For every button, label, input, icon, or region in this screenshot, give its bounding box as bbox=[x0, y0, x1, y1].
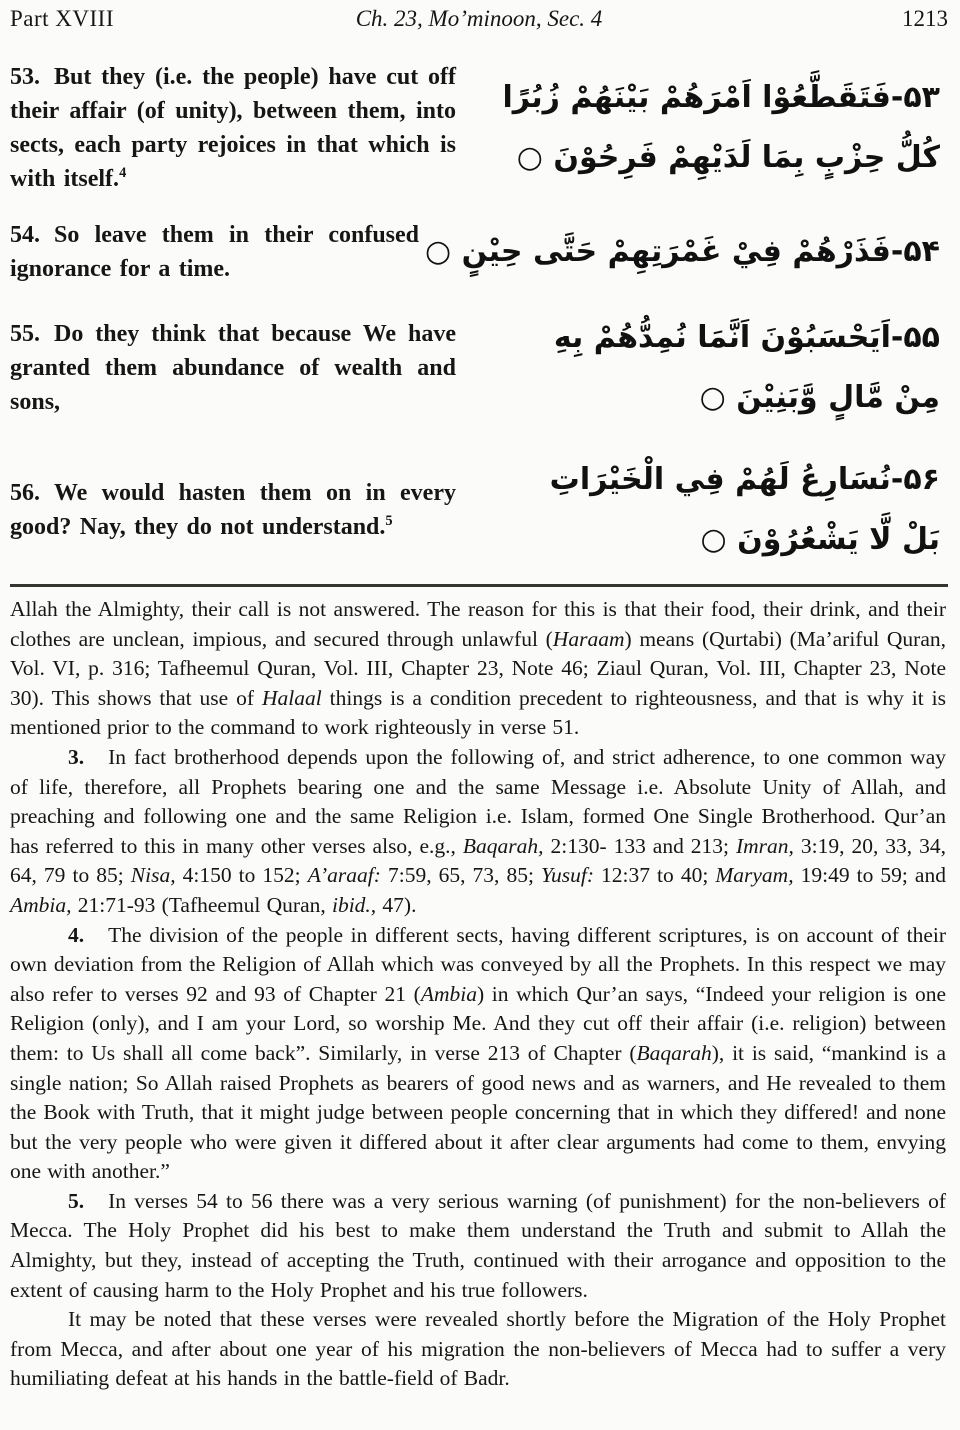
footnote-text: 47). bbox=[376, 892, 417, 917]
footnotes-section bbox=[10, 595, 948, 1394]
footnote-paragraph bbox=[10, 1187, 946, 1305]
verse-number: 55. bbox=[10, 321, 40, 347]
footnote-text-italic: A’araaf: bbox=[307, 863, 381, 888]
verse-text: Do they think that because We have granted them abundance of wealth and sons, bbox=[10, 321, 456, 415]
verse-translation bbox=[10, 476, 456, 544]
footnote-text-italic: Imran, bbox=[736, 833, 794, 858]
footnote-text: 19:49 to 59; and bbox=[793, 863, 946, 888]
verse-text: But they (i.e. the people) have cut off their affair (of unity), between them, into sects, each party rejoices in that which is with itself. bbox=[10, 64, 456, 192]
verse-arabic bbox=[456, 68, 948, 188]
footnote-reference: 4 bbox=[119, 165, 127, 181]
footnote-text: ) means (Qurtabi) (Ma’ariful Quran, Vol. VI, p. 316; Tafheemul Quran, Vol. III, Chapter 23, Note 46; Ziaul Quran, Vol. III, Chapter 23, Note 30). This shows that use of bbox=[10, 626, 946, 710]
chapter-title: Ch. 23, Mo’minoon, Sec. 4 bbox=[355, 6, 603, 31]
footnote-text: 7:59, 65, 73, 85; bbox=[380, 863, 541, 888]
footnote-text: In verses 54 to 56 there was a very serious warning (of punishment) for the non-believers of Mecca. The Holy Prophet did his best to make them understand the Truth and submit to Allah the Almighty, but they, instead of accepting the Truth, continued with their arrogance and opposition to the extent of causing harm to the Holy Prophet and his true followers. bbox=[10, 1188, 946, 1302]
arabic-line: ۵۳-فَتَقَطَّعُوْا اَمْرَهُمْ بَيْنَهُمْ زُبُرًا bbox=[502, 80, 940, 115]
footnote-text-italic: Nisa, bbox=[130, 863, 176, 888]
verse-number: 56. bbox=[10, 480, 40, 506]
footnote-text: The division of the people in different sects, having different scriptures, is on account of their own deviation from the Religion of Allah which was conveyed by all the Prophets. In this respect we may also refer to verses 92 and 93 of Chapter 21 ( bbox=[10, 922, 946, 1006]
footnote-text: 2:130- 133 and 213; bbox=[543, 833, 736, 858]
arabic-line: ۵۶-نُسَارِعُ لَهُمْ فِي الْخَيْرَاتِ bbox=[549, 462, 940, 497]
verse-row bbox=[10, 450, 948, 570]
footnote-paragraph bbox=[10, 595, 946, 743]
footnote-text: ) in which Qur’an says, “Indeed your religion is one Religion (only), and I am your Lord, so worship Me. And they cut off their affair (i.e. religion) between them: to Us shall all come back”. Similarly, in verse 213 of Chapter ( bbox=[10, 981, 947, 1065]
footnote-text: Allah the Almighty, their call is not answered. The reason for this is that their food, their drink, and their clothes are unclean, impious, and secured through unlawful ( bbox=[10, 597, 946, 651]
footnote-text: 3:19, 20, 33, 34, 64, 79 to 85; bbox=[10, 833, 947, 888]
footnote-text: 4:150 to 152; bbox=[175, 863, 308, 888]
verse-arabic bbox=[456, 450, 948, 570]
footnote-text-italic: Yusuf: bbox=[541, 863, 594, 888]
verse-row bbox=[10, 218, 948, 286]
arabic-line: ۵۴-فَذَرْهُمْ فِيْ غَمْرَتِهِمْ حَتَّى حِيْنٍ ○ bbox=[425, 234, 940, 269]
footnote-number: 4. bbox=[68, 922, 85, 947]
footnote-text: 12:37 to 40; bbox=[593, 863, 716, 888]
part-label: Part XVIII bbox=[10, 6, 114, 31]
verse-number: 54. bbox=[10, 222, 40, 248]
verse-arabic bbox=[456, 308, 948, 428]
footnote-text-italic: Halaal bbox=[261, 685, 322, 710]
verse-text: So leave them in their confused ignorance for a time. bbox=[10, 222, 420, 282]
arabic-line: بَلْ لَّا يَشْعُرُوْنَ ○ bbox=[700, 522, 940, 557]
arabic-line: مِنْ مَّالٍ وَّبَنِيْنَ ○ bbox=[699, 380, 940, 415]
footnote-text-italic: ibid., bbox=[331, 892, 377, 917]
verse-text: We would hasten them on in every good? Nay, they do not understand. bbox=[10, 480, 456, 540]
footnote-text-italic: Haraam bbox=[552, 626, 625, 651]
footnote-number: 3. bbox=[68, 744, 85, 769]
footnote-reference: 5 bbox=[385, 513, 393, 529]
verse-translation bbox=[10, 218, 419, 286]
footnote-paragraph bbox=[10, 1305, 946, 1394]
footnote-text-italic: Ambia bbox=[420, 981, 477, 1006]
footnote-paragraph bbox=[10, 743, 946, 921]
verse-arabic bbox=[419, 222, 948, 282]
footnote-text-italic: Baqarah, bbox=[462, 833, 544, 858]
verses-section bbox=[10, 60, 948, 570]
running-head bbox=[10, 4, 948, 32]
verse-row bbox=[10, 60, 948, 196]
arabic-line: ۵۵-اَيَحْسَبُوْنَ اَنَّمَا نُمِدُّهُمْ بِهِ bbox=[553, 320, 940, 355]
footnote-paragraph bbox=[10, 921, 946, 1187]
verse-number: 53. bbox=[10, 64, 40, 90]
footnote-text: things is a condition precedent to righteousness, and that is why it is mentioned prior to the command to work righteously in verse 51. bbox=[10, 685, 946, 740]
arabic-line: كُلُّ حِزْبٍ بِمَا لَدَيْهِمْ فَرِحُوْنَ ○ bbox=[516, 140, 940, 175]
footnote-text-italic: Baqarah bbox=[636, 1040, 712, 1065]
footnote-text-italic: Maryam, bbox=[715, 863, 794, 888]
footnote-number: 5. bbox=[68, 1188, 85, 1213]
verse-row bbox=[10, 308, 948, 428]
footnote-divider bbox=[10, 584, 948, 587]
verse-translation bbox=[10, 317, 456, 419]
footnote-text: ), it is said, “mankind is a single nation; So Allah raised Prophets as bearers of good news and as warners, and He revealed to them the Book with Truth, that it might judge between people concerning that in which they differed! and none but the very people who were given it differed about it after clear arguments had come to them, envying one with another.” bbox=[10, 1040, 946, 1184]
footnote-text: It may be noted that these verses were revealed shortly before the Migration of the Holy Prophet from Mecca, and after about one year of his migration the non-believers of Mecca had to suffer a very humiliating defeat at his hands in the battle-field of Badr. bbox=[10, 1307, 946, 1391]
page-number: 1213 bbox=[902, 6, 948, 31]
footnote-text: 21:71-93 (Tafheemul Quran, bbox=[71, 892, 332, 917]
footnote-text-italic: Ambia, bbox=[10, 892, 72, 917]
verse-translation bbox=[10, 60, 456, 196]
footnote-text: In fact brotherhood depends upon the following of, and strict adherence, to one common way of life, therefore, all Prophets bearing one and the same Message i.e. Absolute Unity of Allah, and preaching and following one and the same Religion i.e. Islam, formed One Single Brotherhood. Qur’an has referred to this in many other verses also, e.g., bbox=[10, 744, 946, 858]
